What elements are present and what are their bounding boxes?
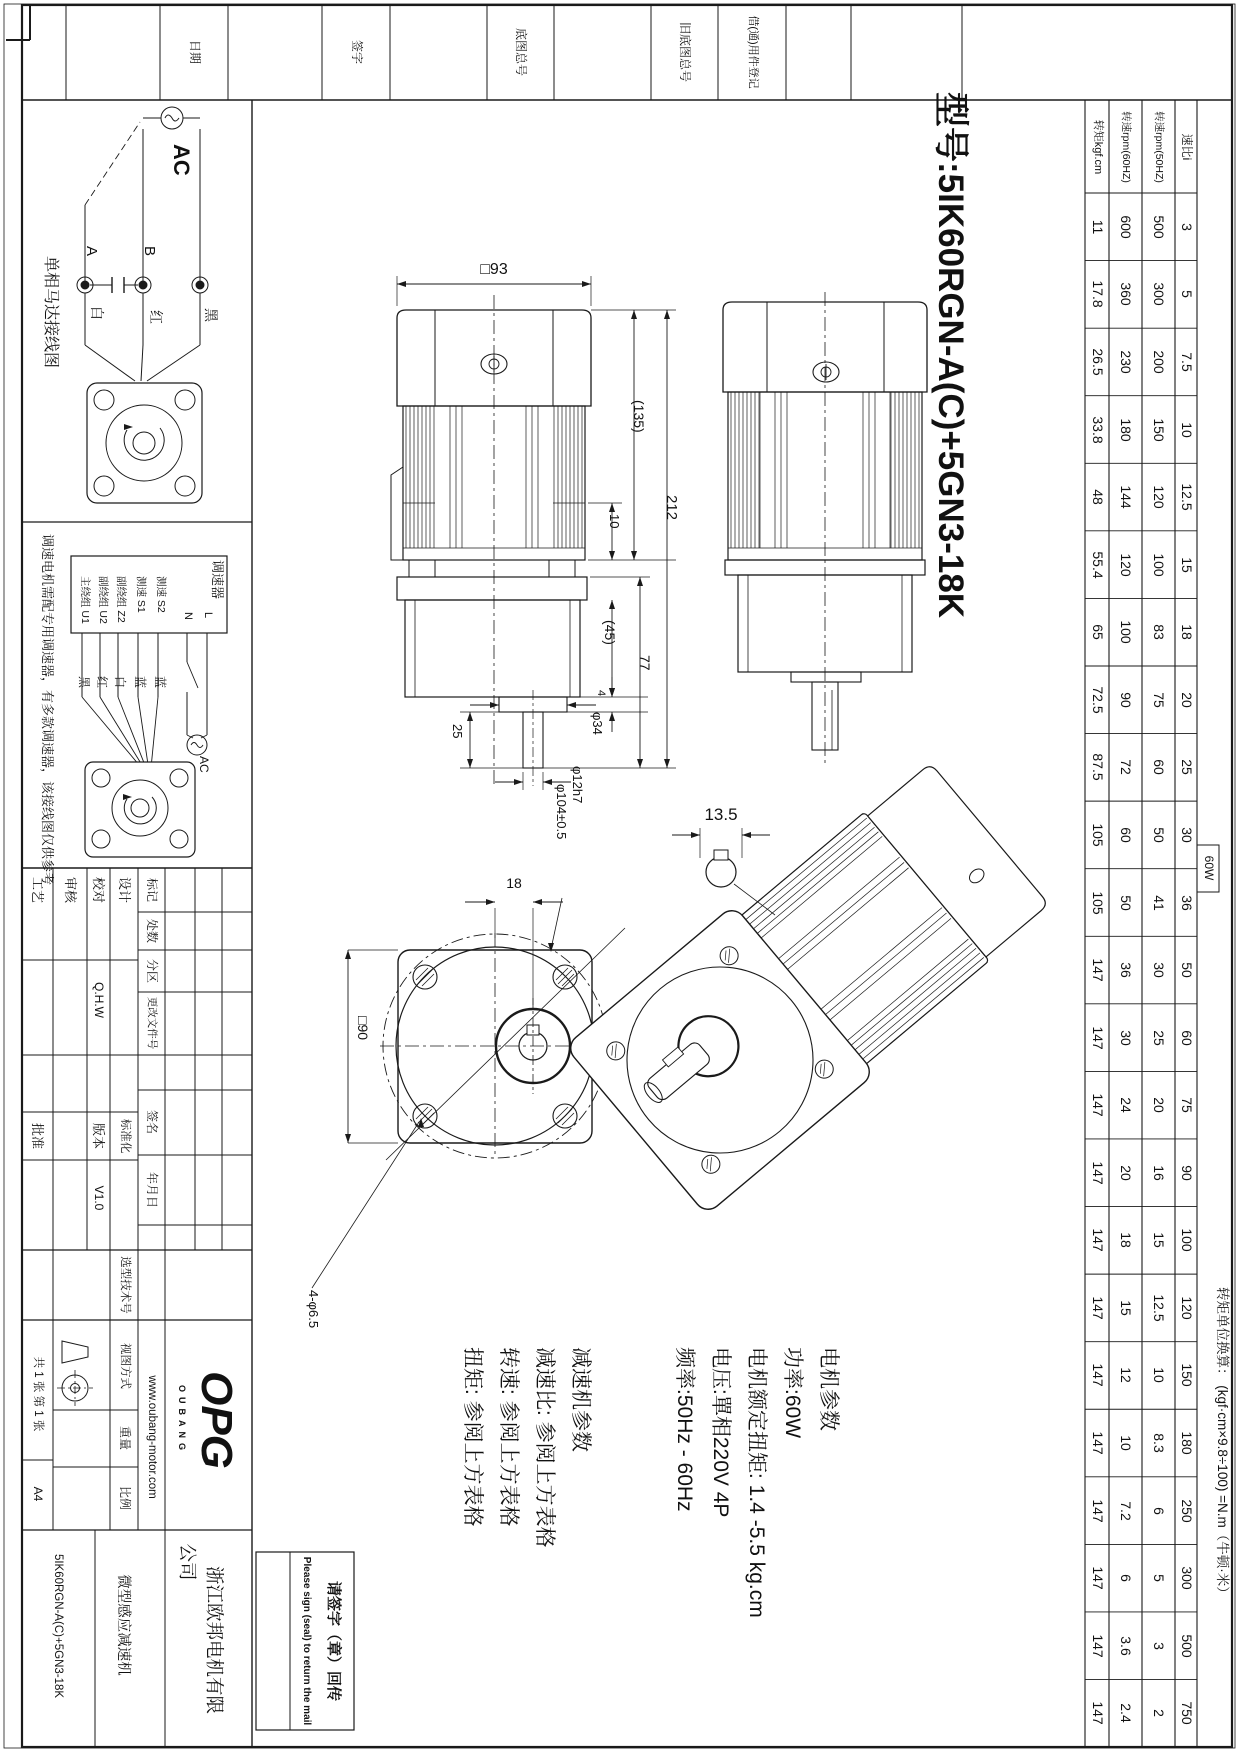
label-gear_table-rpm60-21: 3.6	[1117, 1636, 1134, 1656]
label-gear_table-col_torque: 转矩kgf.cm	[1092, 119, 1105, 175]
label-gear_table-rpm50-21: 3	[1150, 1641, 1167, 1650]
label-wiring_speed-c5: 蓝	[153, 676, 167, 689]
label-dims-gear_len: (45)	[602, 620, 618, 645]
label-motor_params-p2: 电机额定扭矩: 1.4 -5.5 kg.cm	[745, 1347, 768, 1618]
label-gear_table-torque-15: 147	[1089, 1228, 1106, 1253]
label-gear_table-ratio-2: 7.5	[1178, 352, 1195, 372]
label-gear_table-rpm60-3: 180	[1117, 417, 1134, 442]
label-title_block-check: 校对	[91, 876, 107, 904]
label-gear_table-rpm60-0: 600	[1117, 215, 1134, 239]
label-dims-holes: 4-φ6.5	[306, 1290, 321, 1329]
label-gear_table-torque-11: 147	[1089, 958, 1106, 982]
label-gear_table-ratio-9: 30	[1178, 827, 1195, 843]
label-gear_table-ratio-18: 180	[1178, 1431, 1195, 1455]
label-gear_table-unit_note: 转矩单位换算： (kgf·cm×9.8÷100) =N.m（牛顿·米）	[1215, 1287, 1230, 1600]
label-gear_table-rpm60-18: 10	[1117, 1435, 1134, 1451]
label-gear_table-rpm50-3: 150	[1150, 417, 1167, 442]
label-dims-flange: □90	[355, 1016, 371, 1041]
label-gear_table-rpm50-15: 15	[1150, 1232, 1167, 1249]
label-title_block-date: 年月日	[144, 1171, 159, 1209]
label-sheet-edge_labels-1: 签字	[349, 39, 364, 65]
label-wiring_speed-c3: 白	[113, 676, 127, 689]
label-gear_table-ratio-10: 36	[1178, 894, 1195, 911]
label-title_block-version: V1.0	[91, 1185, 106, 1211]
label-gear_table-torque-2: 26.5	[1089, 348, 1106, 376]
label-dims-gap: 10	[607, 514, 622, 529]
label-dims-key: 13.5	[704, 805, 738, 824]
label-gear_table-rpm50-17: 10	[1150, 1367, 1167, 1384]
label-gear_table-ratio-14: 90	[1178, 1164, 1195, 1181]
label-gear_table-col_rpm50: 转速rpm(50HZ)	[1152, 111, 1165, 183]
label-gear_table-torque-22: 147	[1089, 1701, 1106, 1726]
label-title_block-weight: 重量	[117, 1425, 132, 1451]
label-gear_table-col_ratio: 速比i	[1179, 133, 1194, 161]
label-gear_table-rpm50-18: 8.3	[1150, 1433, 1167, 1453]
label-gear_table-rpm60-20: 6	[1117, 1574, 1134, 1583]
label-gear_table-rpm50-10: 41	[1150, 894, 1167, 911]
label-dims-width: □93	[480, 261, 508, 278]
label-gear_table-rpm50-9: 50	[1150, 827, 1167, 843]
label-dims-shaft_len: 25	[450, 724, 465, 739]
label-gear_table-ratio-3: 10	[1178, 421, 1195, 438]
label-gear_table-rpm60-2: 230	[1117, 350, 1134, 374]
label-wiring_speed-tl: L	[202, 612, 214, 619]
label-title_block-review: 审核	[63, 876, 79, 904]
label-wiring_speed-tn: N	[182, 612, 194, 620]
label-gear_table-rpm50-22: 2	[1150, 1709, 1167, 1718]
label-gear_table-torque-3: 33.8	[1089, 415, 1106, 444]
label-gear_table-rpm50-8: 60	[1150, 759, 1167, 776]
label-gear_table-torque-13: 147	[1089, 1093, 1106, 1117]
label-dims-offset: 18	[506, 875, 522, 891]
label-reducer_params-p2: 转速: 参阅上方表格	[497, 1347, 520, 1527]
label-wiring_speed-t1: 主绕组 U1	[79, 576, 91, 624]
label-title_block-company: 浙江欧邦电机有限	[204, 1565, 226, 1715]
label-gear_table-ratio-0: 3	[1178, 222, 1195, 231]
label-sign_box-en: Please sign (seal) to return the mail	[300, 1556, 312, 1726]
label-gear_table-rpm60-4: 144	[1117, 485, 1134, 509]
label-gear_table-rpm60-6: 100	[1117, 620, 1134, 644]
label-gear_table-rpm60-12: 30	[1117, 1029, 1134, 1046]
label-gear_table-torque-8: 87.5	[1089, 753, 1106, 781]
label-gear_table-rpm50-11: 30	[1150, 962, 1167, 978]
label-reducer_params-p1: 减速比: 参阅上方表格	[533, 1347, 556, 1548]
label-title_block-website: www.oubang-motor.com	[146, 1375, 159, 1499]
label-wiring_speed-t2: 副绕组 U2	[97, 576, 109, 624]
label-motor_params-p3: 电压:單相220V 4P	[709, 1347, 732, 1518]
label-motor_params-p4: 频率:50Hz - 60Hz	[673, 1347, 696, 1512]
label-gear_table-ratio-15: 100	[1178, 1228, 1195, 1253]
label-gear_table-torque-18: 147	[1089, 1431, 1106, 1455]
label-gear_table-rpm60-22: 2.4	[1117, 1703, 1134, 1724]
label-gear_table-torque-7: 72.5	[1089, 686, 1106, 714]
label-gear_table-rpm60-5: 120	[1117, 552, 1134, 577]
label-gear_table-rpm60-14: 20	[1117, 1164, 1134, 1181]
label-title_block-designer: Q.H.W	[91, 982, 106, 1018]
label-gear_table-power: 60W	[1201, 855, 1216, 881]
label-gear_table-rpm50-4: 120	[1150, 485, 1167, 509]
label-gear_table-rpm50-16: 12.5	[1150, 1294, 1167, 1322]
label-gear_table-rpm50-1: 300	[1150, 282, 1167, 307]
label-sheet-edge_labels-0: 日期	[187, 39, 202, 65]
label-sign_box-cn: 请签字（章）回传	[325, 1580, 343, 1702]
label-sheet-edge_labels-2: 底图总号	[513, 27, 528, 77]
label-dims-out_len: 77	[637, 655, 653, 671]
label-wiring_speed-controller: 调速器	[210, 560, 225, 600]
label-wiring_speed-t4: 测速 S1	[135, 576, 147, 613]
label-title_block-scale: 比例	[117, 1485, 132, 1511]
label-gear_table-rpm60-17: 12	[1117, 1367, 1134, 1384]
label-gear_table-ratio-8: 25	[1178, 759, 1195, 776]
label-gear_table-rpm50-19: 6	[1150, 1506, 1167, 1515]
label-wiring_speed-c4: 蓝	[133, 676, 147, 689]
label-title_block-logo_sub: OUBANG	[176, 1385, 187, 1455]
label-gear_table-torque-0: 11	[1089, 219, 1106, 235]
label-gear_table-rpm50-12: 25	[1150, 1029, 1167, 1046]
label-gear_table-rpm50-0: 500	[1150, 215, 1167, 239]
label-title_block-version_label: 版本	[91, 1122, 107, 1150]
label-gear_table-torque-5: 55.4	[1089, 551, 1106, 579]
label-wiring_speed-t5: 测速 S2	[155, 576, 167, 613]
label-title_block-logo: OPG	[192, 1371, 242, 1469]
label-wiring_single-red: 红	[148, 310, 164, 324]
label-title_block-change_no: 更改文件号	[145, 996, 158, 1050]
label-gear_table-torque-12: 147	[1089, 1025, 1106, 1050]
label-dims-pilot: φ104±0.5	[554, 784, 569, 840]
label-gear_table-rpm60-11: 36	[1117, 962, 1134, 978]
label-gear_table-rpm60-10: 50	[1117, 894, 1134, 911]
label-gear_table-torque-6: 65	[1089, 624, 1106, 641]
label-motor_params-p1: 功率:60W	[781, 1347, 804, 1439]
label-title_block-product: 微型感应减速机	[114, 1574, 131, 1676]
label-dims-boss_h: 4	[595, 690, 607, 697]
label-gear_table-ratio-13: 75	[1178, 1097, 1195, 1113]
label-gear_table-rpm60-15: 18	[1117, 1232, 1134, 1249]
label-gear_table-rpm50-14: 16	[1150, 1164, 1167, 1181]
label-gear_table-ratio-7: 20	[1178, 691, 1195, 708]
label-gear_table-rpm60-1: 360	[1117, 282, 1134, 307]
label-title_block-approve: 批准	[30, 1122, 46, 1150]
label-dims-motor_len: (135)	[631, 400, 647, 433]
label-title_block-sheets: 共 1 张 第 1 张	[32, 1356, 45, 1432]
label-sheet-model_title: 型号:5IK60RGN-A(C)+5GN3-18K	[931, 92, 970, 619]
label-title_block-zone: 分区	[144, 958, 159, 984]
label-gear_table-ratio-5: 15	[1178, 556, 1195, 573]
label-title_block-paper: A4	[30, 1486, 45, 1502]
label-gear_table-torque-16: 147	[1089, 1296, 1106, 1320]
label-title_block-tech_no: 选型技术号	[119, 1256, 132, 1314]
label-gear_table-torque-1: 17.8	[1089, 280, 1106, 308]
label-gear_table-rpm50-5: 100	[1150, 552, 1167, 577]
label-title_block-standard: 标准化	[119, 1118, 132, 1154]
label-sheet-edge_labels-3: 旧底图总号	[677, 21, 692, 83]
label-wiring_speed-note: 调速电机需配专用调速器，有多款调速器，该接线图仅供参考	[40, 534, 55, 886]
label-wiring_single-term_a: A	[83, 246, 100, 257]
label-wiring_single-source: AC	[169, 144, 194, 176]
label-motor_params-title: 电机参数	[817, 1347, 840, 1431]
label-gear_table-ratio-11: 50	[1178, 962, 1195, 978]
label-wiring_speed-c2: 红	[95, 676, 109, 689]
label-gear_table-torque-19: 147	[1089, 1498, 1106, 1523]
label-wiring_single-term_b: B	[141, 246, 158, 257]
label-dims-shaft_d: φ12h7	[570, 766, 585, 804]
label-gear_table-rpm60-13: 24	[1117, 1097, 1134, 1113]
label-wiring_speed-t3: 副绕组 Z2	[115, 576, 127, 623]
label-gear_table-torque-10: 105	[1089, 890, 1106, 915]
label-gear_table-rpm60-16: 15	[1117, 1300, 1134, 1316]
label-reducer_params-p3: 扭矩: 参阅上方表格	[461, 1347, 484, 1527]
label-gear_table-torque-9: 105	[1089, 823, 1106, 847]
label-gear_table-torque-20: 147	[1089, 1566, 1106, 1590]
label-gear_table-torque-21: 147	[1089, 1634, 1106, 1658]
label-gear_table-torque-14: 147	[1089, 1161, 1106, 1185]
label-gear_table-ratio-20: 300	[1178, 1566, 1195, 1590]
label-gear_table-ratio-6: 18	[1178, 624, 1195, 641]
label-gear_table-rpm50-7: 75	[1150, 691, 1167, 708]
label-title_block-view_mode: 视图方式	[119, 1343, 132, 1389]
label-gear_table-ratio-4: 12.5	[1178, 483, 1195, 511]
label-sheet-edge_labels-4: 借(通)用件登记	[747, 15, 760, 89]
label-wiring_speed-c1: 黑	[77, 676, 91, 689]
label-gear_table-rpm50-2: 200	[1150, 350, 1167, 374]
label-title_block-sign: 签名	[144, 1109, 159, 1135]
label-wiring_single-black: 黑	[203, 308, 219, 322]
label-gear_table-rpm50-13: 20	[1150, 1097, 1167, 1113]
label-gear_table-torque-4: 48	[1089, 489, 1106, 505]
label-gear_table-rpm50-6: 83	[1150, 624, 1167, 641]
label-gear_table-ratio-19: 250	[1178, 1498, 1195, 1523]
label-gear_table-ratio-21: 500	[1178, 1634, 1195, 1658]
label-title_block-model: 5IK60RGN-A(C)+5GN3-18K	[52, 1553, 65, 1699]
label-gear_table-rpm50-20: 5	[1150, 1574, 1167, 1583]
label-gear_table-col_rpm60: 转速rpm(60HZ)	[1119, 111, 1132, 183]
label-wiring_speed-source: AC	[197, 756, 211, 773]
label-gear_table-rpm60-7: 90	[1117, 691, 1134, 708]
label-title_block-mark: 标记	[144, 877, 159, 903]
label-gear_table-rpm60-19: 7.2	[1117, 1500, 1134, 1521]
label-gear_table-ratio-16: 120	[1178, 1296, 1195, 1320]
label-gear_table-ratio-17: 150	[1178, 1363, 1195, 1388]
label-wiring_single-white: 白	[89, 306, 105, 320]
label-gear_table-ratio-1: 5	[1178, 290, 1195, 299]
label-gear_table-ratio-22: 750	[1178, 1701, 1195, 1726]
label-title_block-company2: 公司	[177, 1543, 199, 1581]
label-dims-boss_d: φ34	[590, 712, 605, 735]
label-title_block-craft: 工艺	[30, 876, 46, 904]
label-gear_table-ratio-12: 60	[1178, 1029, 1195, 1046]
label-dims-total: 212	[663, 495, 680, 521]
label-gear_table-torque-17: 147	[1089, 1363, 1106, 1388]
label-title_block-design: 设计	[117, 876, 133, 904]
label-title_block-count: 处数	[144, 918, 159, 944]
label-gear_table-rpm60-9: 60	[1117, 827, 1134, 843]
label-reducer_params-title: 减速机参数	[569, 1347, 592, 1452]
label-gear_table-rpm60-8: 72	[1117, 759, 1134, 776]
label-wiring_single-caption: 单相马达接线图	[42, 256, 59, 369]
